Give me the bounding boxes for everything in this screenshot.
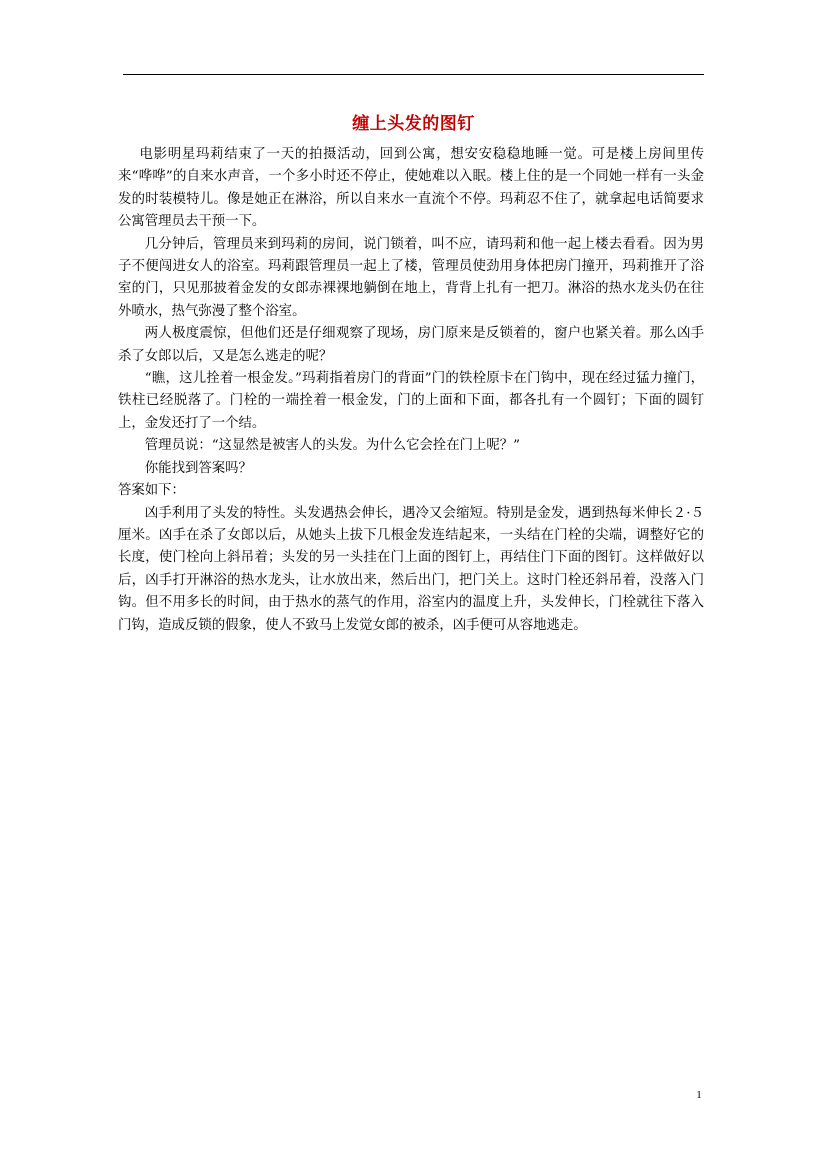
paragraph-intro: 电影明星玛莉结束了一天的拍摄活动，回到公寓，想安安稳稳地睡一觉。可是楼上房间里传来“哗哗”的自来水声音，一个多小时还不停止，使她难以入眠。楼上住的是一个同她一样有一头金发的时装模特儿。像是她正在淋浴，所以自来水一直流个不停。玛莉忍不住了，就拿起电话简要求公寓管理员去干预一下。: [118, 147, 704, 230]
header-rule: [123, 74, 704, 75]
paragraph-prompt: 你能找到答案吗？: [144, 460, 252, 476]
paragraph-manager-quote: 管理员说：“这显然是被害人的头发。为什么它会拴在门上呢？”: [144, 438, 521, 454]
answer-heading: 答案如下：: [118, 483, 185, 499]
paragraph-answer: 凶手利用了头发的特性。头发遇热会伸长，遇冷又会缩短。特别是金发，遇到热每米伸长２·５厘米。凶手在杀了女郎以后，从她头上拔下几根金发连结起来，一头结在门栓的尖端，调整好它的长度，使门栓向上斜吊着；头发的另一头挂在门上面的图钉上，再结住门下面的图钉。这样做好以后，凶手打开淋浴的热水龙头，让水放出来，然后出门，把门关上。这时门栓还斜吊着，没落入门钩。但不用多长的时间，由于热水的蒸气的作用，浴室内的温度上升，头发伸长，门栓就往下落入门钩，造成反锁的假象，使人不致马上发觉女郎的被杀，凶手便可从容地逃走。: [118, 505, 704, 633]
paragraph-question: 两人极度震惊，但他们还是仔细观察了现场，房门原来是反锁着的，窗户也紧关着。那么凶手杀了女郎以后，又是怎么逃走的呢？: [118, 326, 704, 364]
page-title: 缠上头发的图钉: [352, 114, 475, 134]
page-number: 1: [696, 1089, 702, 1101]
paragraph-discovery: 几分钟后，管理员来到玛莉的房间，说门锁着，叫不应，请玛莉和他一起上楼去看看。因为男子不便闯进女人的浴室。玛莉跟管理员一起上了楼，管理员使劲用身体把房门撞开，玛莉推开了浴室的门，只见那披着金发的女郎赤裸裸地躺倒在地上，背背上扎有一把刀。淋浴的热水龙头仍在往外喷水，热气弥漫了整个浴室。: [118, 236, 704, 319]
article-body: [118, 144, 704, 637]
paragraph-golden-hair: “瞧，这儿拴着一根金发。”玛莉指着房门的背面”门的铁栓原卡在门钩中，现在经过猛力撞门，铁柱已经脱落了。门栓的一端拴着一根金发，门的上面和下面，都各扎有一个圆钉；下面的圆钉上，金发还打了一个结。: [118, 371, 704, 431]
